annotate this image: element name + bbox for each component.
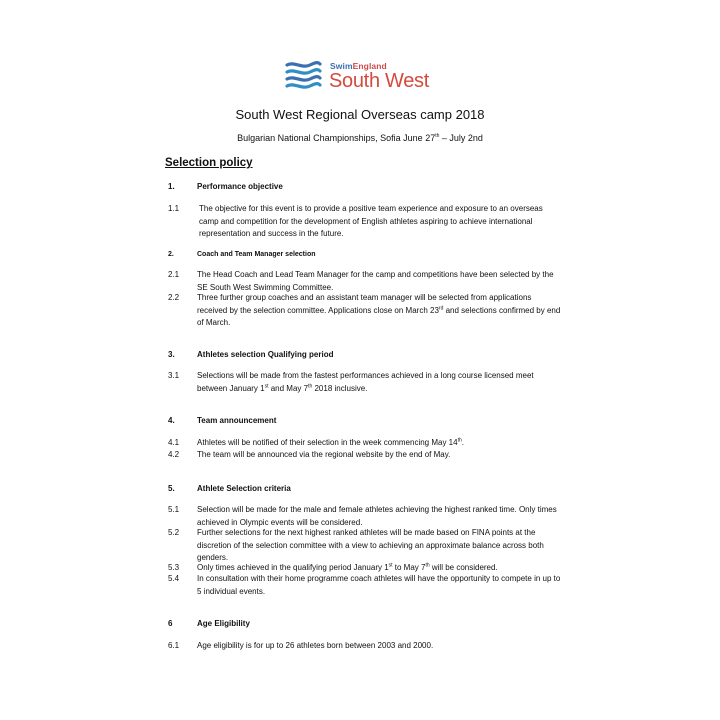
section-heading: Athletes selection Qualifying period — [197, 350, 334, 359]
clause-text: Age eligibility is for up to 26 athletes born between 2003 and 2000. — [197, 641, 434, 650]
section-heading: Coach and Team Manager selection — [197, 251, 316, 258]
section-number: 3. — [168, 350, 175, 359]
section-number: 1. — [168, 182, 175, 191]
section-heading: Performance objective — [197, 182, 283, 191]
logo-england-text: England — [352, 61, 387, 71]
section-number: 6 — [168, 619, 173, 628]
clause-text: Athletes will be notified of their selection in the week commencing May 14th. — [197, 437, 464, 447]
section-number: 4. — [168, 416, 175, 425]
clause-number: 2.1 — [168, 270, 180, 279]
logo-swim-text: Swim — [330, 61, 353, 71]
clause-text: The Head Coach and Lead Team Manager for the camp and competitions have been selected by the SE South West Swimming Committee. — [197, 270, 554, 292]
section-heading: Age Eligibility — [197, 619, 250, 628]
clause-number: 3.1 — [168, 371, 180, 380]
clause-number: 1.1 — [168, 204, 180, 213]
clause-text: Selection will be made for the male and female athletes achieving the highest ranked time. Only times achieved in Olympic events will be considered. — [197, 505, 557, 527]
section-number: 2. — [168, 251, 174, 258]
document-title: South West Regional Overseas camp 2018 — [235, 107, 485, 122]
clause-text: In consultation with their home programme coach athletes will have the opportunity to compete in up to 5 individual events. — [197, 574, 561, 596]
clause-text: The team will be announced via the regional website by the end of May. — [197, 450, 451, 459]
clause-number: 5.2 — [168, 528, 180, 537]
selection-policy-heading: Selection policy — [165, 157, 253, 169]
clause-number: 2.2 — [168, 293, 180, 302]
clause-text: Further selections for the next highest ranked athletes will be made based on FINA points at the discretion of the selection committee with a view to achieving an approximate balance across both genders. — [197, 528, 544, 562]
section-heading: Athlete Selection criteria — [197, 484, 291, 493]
clause-number: 5.4 — [168, 574, 180, 583]
clause-number: 5.1 — [168, 505, 180, 514]
swim-england-logo — [284, 58, 444, 94]
clause-text: Three further group coaches and an assistant team manager will be selected from applications received by the selection committee. Applications close on March 23rd and selections confirmed by end of March. — [197, 293, 561, 327]
logo-region-text: South West — [329, 70, 430, 92]
section-heading: Team announcement — [197, 416, 277, 425]
section-number: 5. — [168, 484, 175, 493]
clause-number: 4.2 — [168, 450, 180, 459]
clause-text: Only times achieved in the qualifying period January 1st to May 7th will be considered. — [197, 562, 498, 572]
document-subtitle: Bulgarian National Championships, Sofia June 27th – July 2nd — [237, 133, 483, 143]
clause-number: 4.1 — [168, 438, 180, 447]
clause-number: 6.1 — [168, 641, 180, 650]
clause-text: The objective for this event is to provide a positive team experience and exposure to an overseas camp and competition for the development of English athletes aspiring to achieve international representation and success in the future. — [199, 204, 543, 238]
clause-number: 5.3 — [168, 563, 180, 572]
wave-logo-icon — [284, 60, 322, 92]
clause-text: Selections will be made from the fastest performances achieved in a long course licensed meet between January 1st and May 7th 2018 inclusive. — [197, 371, 534, 393]
